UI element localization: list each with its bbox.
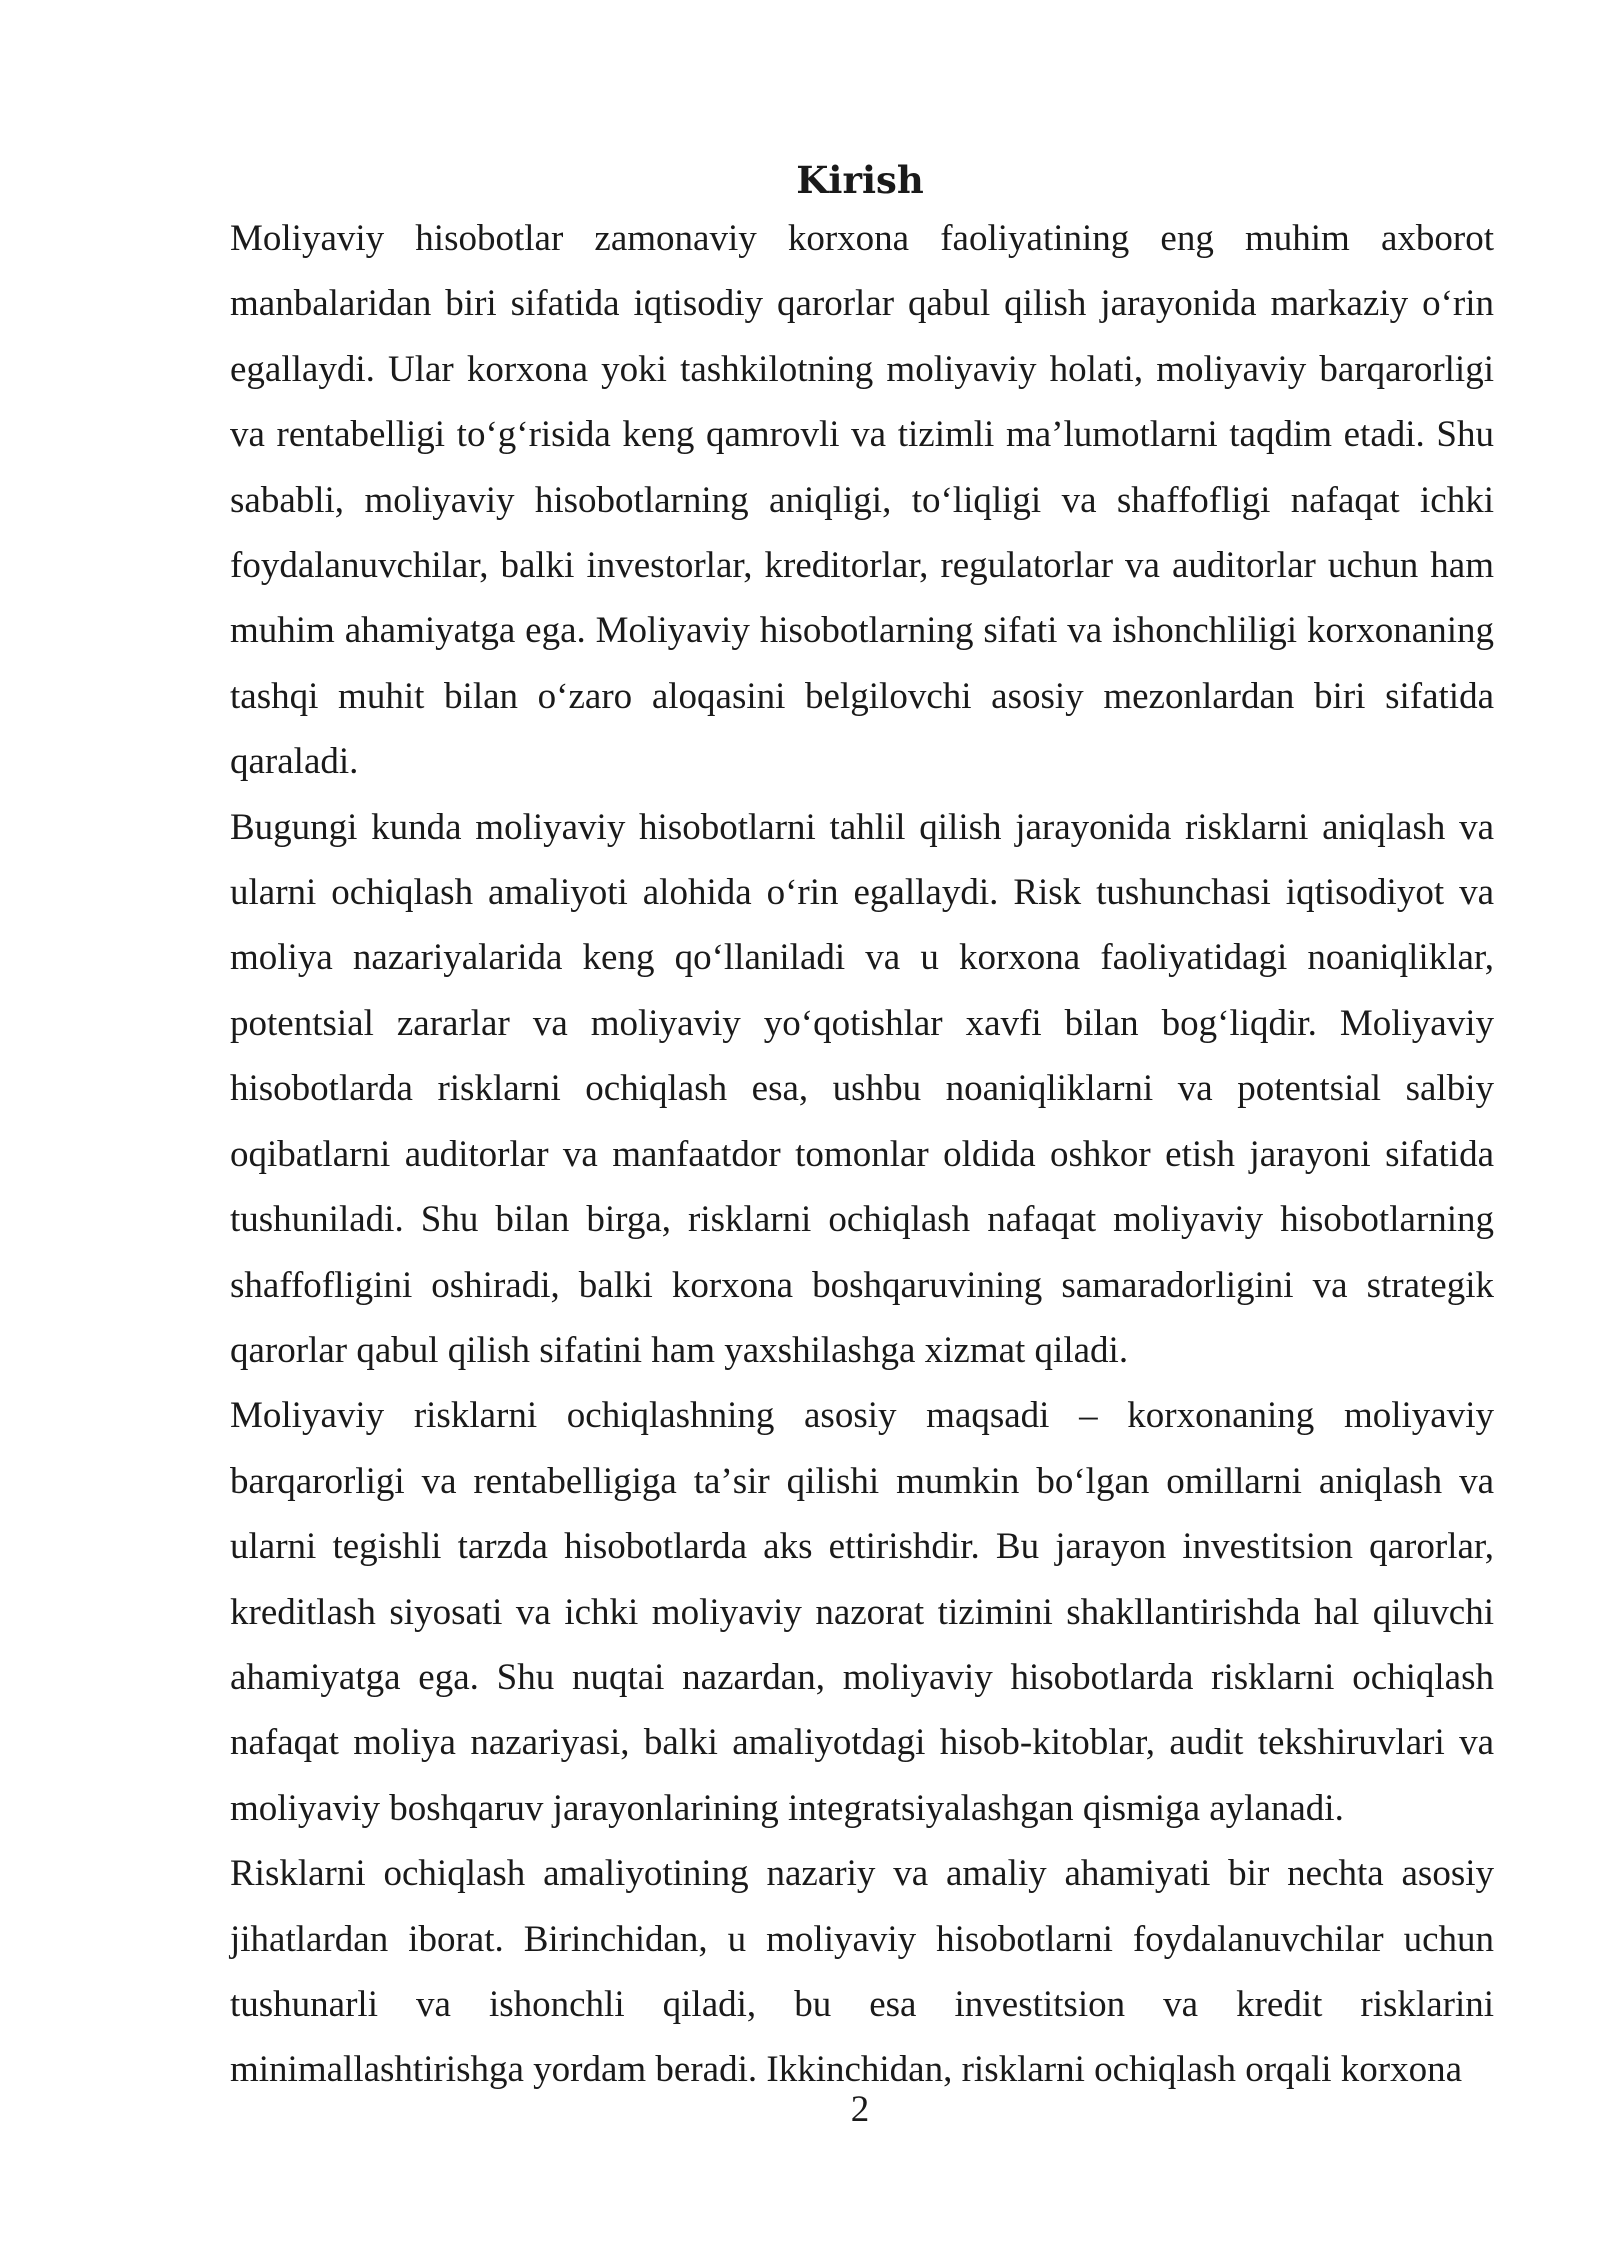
body-text: [230, 206, 1494, 2103]
page-number: 2: [850, 2089, 870, 2130]
paragraph-2: Bugungi kunda moliyaviy hisobotlarni tahlil qilish jarayonida risklarni aniqlash va ularni ochiqlash amaliyoti alohida oʻrin egallaydi. Risk tushunchasi iqtisodiyot va moliya nazariyalarida keng qoʻllaniladi va u korxona faoliyatidagi noaniqliklar, potentsial zararlar va moliyaviy yoʻqotishlar xavfi bilan bogʻliqdir. Moliyaviy hisobotlarda risklarni ochiqlash esa, ushbu noaniqliklarni va potentsial salbiy oqibatlarni auditorlar va manfaatdor tomonlar oldida oshkor etish jarayoni sifatida tushuniladi. Shu bilan birga, risklarni ochiqlash nafaqat moliyaviy hisobotlarning shaffofligini oshiradi, balki korxona boshqaruvining samaradorligini va strategik qarorlar qabul qilish sifatini ham yaxshilashga xizmat qiladi.: [230, 806, 1494, 1371]
paragraph-1: Moliyaviy hisobotlar zamonaviy korxona faoliyatining eng muhim axborot manbalaridan biri sifatida iqtisodiy qarorlar qabul qilish jarayonida markaziy oʻrin egallaydi. Ular korxona yoki tashkilotning moliyaviy holati, moliyaviy barqarorligi va rentabelligi toʻgʻrisida keng qamrovli va tizimli maʼlumotlarni taqdim etadi. Shu sababli, moliyaviy hisobotlarning aniqligi, toʻliqligi va shaffofligi nafaqat ichki foydalanuvchilar, balki investorlar, kreditorlar, regulatorlar va auditorlar uchun ham muhim ahamiyatga ega. Moliyaviy hisobotlarning sifati va ishonchliligi korxonaning tashqi muhit bilan oʻzaro aloqasini belgilovchi asosiy mezonlardan biri sifatida qaraladi.: [230, 218, 1494, 783]
section-title: Kirish: [796, 158, 924, 202]
paragraph-4: Risklarni ochiqlash amaliyotining nazariy va amaliy ahamiyati bir nechta asosiy jihatlardan iborat. Birinchidan, u moliyaviy hisobotlarni foydalanuvchilar uchun tushunarli va ishonchli qiladi, bu esa investitsion va kredit risklarini minimallashtirishga yordam beradi. Ikkinchidan, risklarni ochiqlash orqali korxona: [230, 1853, 1494, 2091]
paragraph-3: Moliyaviy risklarni ochiqlashning asosiy maqsadi – korxonaning moliyaviy barqarorligi va rentabelligiga taʼsir qilishi mumkin boʻlgan omillarni aniqlash va ularni tegishli tarzda hisobotlarda aks ettirishdir. Bu jarayon investitsion qarorlar, kreditlash siyosati va ichki moliyaviy nazorat tizimini shakllantirishda hal qiluvchi ahamiyatga ega. Shu nuqtai nazardan, moliyaviy hisobotlarda risklarni ochiqlash nafaqat moliya nazariyasi, balki amaliyotdagi hisob-kitoblar, audit tekshiruvlari va moliyaviy boshqaruv jarayonlarining integratsiyalashgan qismiga aylanadi.: [230, 1395, 1494, 1829]
